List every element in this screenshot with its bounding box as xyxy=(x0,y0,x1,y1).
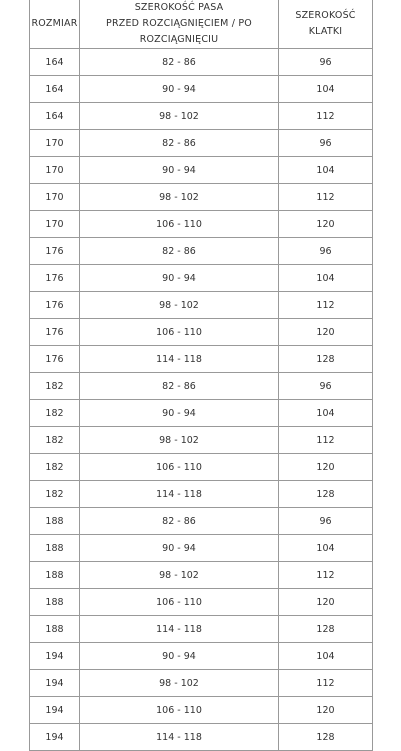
cell-size: 176 xyxy=(30,265,80,292)
cell-size: 164 xyxy=(30,103,80,130)
cell-size: 182 xyxy=(30,373,80,400)
cell-size: 170 xyxy=(30,130,80,157)
cell-chest: 96 xyxy=(279,238,373,265)
header-size: ROZMIAR xyxy=(30,0,80,49)
cell-waist: 106 - 110 xyxy=(80,589,279,616)
cell-chest: 96 xyxy=(279,130,373,157)
cell-size: 194 xyxy=(30,724,80,751)
cell-chest: 120 xyxy=(279,211,373,238)
table-row xyxy=(30,211,373,238)
header-chest: SZEROKOŚĆ KLATKI xyxy=(279,0,373,49)
table-row xyxy=(30,724,373,751)
table-row xyxy=(30,265,373,292)
cell-chest: 128 xyxy=(279,724,373,751)
cell-chest: 128 xyxy=(279,346,373,373)
cell-chest: 128 xyxy=(279,481,373,508)
table-row xyxy=(30,589,373,616)
cell-waist: 98 - 102 xyxy=(80,184,279,211)
cell-chest: 112 xyxy=(279,427,373,454)
cell-waist: 98 - 102 xyxy=(80,562,279,589)
cell-waist: 98 - 102 xyxy=(80,427,279,454)
cell-chest: 104 xyxy=(279,157,373,184)
cell-size: 194 xyxy=(30,670,80,697)
cell-chest: 112 xyxy=(279,562,373,589)
cell-size: 170 xyxy=(30,157,80,184)
cell-chest: 120 xyxy=(279,697,373,724)
cell-waist: 98 - 102 xyxy=(80,292,279,319)
table-row xyxy=(30,238,373,265)
table-row xyxy=(30,697,373,724)
header-waist-line1: SZEROKOŚĆ PASA xyxy=(134,2,224,13)
table-row xyxy=(30,346,373,373)
table-row xyxy=(30,481,373,508)
cell-size: 164 xyxy=(30,49,80,76)
cell-size: 188 xyxy=(30,535,80,562)
cell-chest: 112 xyxy=(279,292,373,319)
table-row xyxy=(30,373,373,400)
cell-size: 182 xyxy=(30,481,80,508)
cell-chest: 104 xyxy=(279,76,373,103)
table-row xyxy=(30,670,373,697)
cell-waist: 98 - 102 xyxy=(80,103,279,130)
cell-waist: 114 - 118 xyxy=(80,481,279,508)
cell-waist: 90 - 94 xyxy=(80,157,279,184)
table-row xyxy=(30,49,373,76)
cell-size: 170 xyxy=(30,184,80,211)
table-row xyxy=(30,103,373,130)
table-row xyxy=(30,184,373,211)
cell-waist: 82 - 86 xyxy=(80,508,279,535)
cell-waist: 98 - 102 xyxy=(80,670,279,697)
cell-chest: 128 xyxy=(279,616,373,643)
table-row xyxy=(30,508,373,535)
cell-waist: 106 - 110 xyxy=(80,319,279,346)
cell-size: 188 xyxy=(30,508,80,535)
cell-waist: 90 - 94 xyxy=(80,76,279,103)
cell-chest: 104 xyxy=(279,643,373,670)
size-table-container xyxy=(29,0,372,751)
cell-size: 182 xyxy=(30,454,80,481)
table-row xyxy=(30,643,373,670)
cell-size: 194 xyxy=(30,643,80,670)
header-waist xyxy=(80,0,279,49)
cell-waist: 114 - 118 xyxy=(80,724,279,751)
table-row xyxy=(30,535,373,562)
header-waist-line2: PRZED ROZCIĄGNIĘCIEM / PO ROZCIĄGNIĘCIU xyxy=(106,18,252,45)
cell-chest: 96 xyxy=(279,373,373,400)
table-row xyxy=(30,76,373,103)
cell-size: 176 xyxy=(30,346,80,373)
cell-waist: 114 - 118 xyxy=(80,616,279,643)
cell-waist: 90 - 94 xyxy=(80,400,279,427)
cell-waist: 106 - 110 xyxy=(80,697,279,724)
cell-size: 164 xyxy=(30,76,80,103)
cell-chest: 104 xyxy=(279,400,373,427)
cell-size: 176 xyxy=(30,319,80,346)
table-row xyxy=(30,319,373,346)
cell-chest: 112 xyxy=(279,184,373,211)
table-row xyxy=(30,130,373,157)
cell-chest: 104 xyxy=(279,535,373,562)
cell-chest: 120 xyxy=(279,319,373,346)
cell-waist: 90 - 94 xyxy=(80,643,279,670)
cell-size: 188 xyxy=(30,589,80,616)
cell-chest: 104 xyxy=(279,265,373,292)
cell-size: 194 xyxy=(30,697,80,724)
table-row xyxy=(30,292,373,319)
table-row xyxy=(30,454,373,481)
cell-size: 188 xyxy=(30,616,80,643)
cell-waist: 114 - 118 xyxy=(80,346,279,373)
cell-waist: 82 - 86 xyxy=(80,373,279,400)
table-body xyxy=(30,49,373,751)
cell-chest: 120 xyxy=(279,589,373,616)
cell-waist: 90 - 94 xyxy=(80,535,279,562)
cell-chest: 96 xyxy=(279,49,373,76)
table-row xyxy=(30,427,373,454)
cell-size: 176 xyxy=(30,292,80,319)
cell-waist: 106 - 110 xyxy=(80,454,279,481)
cell-waist: 82 - 86 xyxy=(80,238,279,265)
cell-size: 170 xyxy=(30,211,80,238)
cell-waist: 82 - 86 xyxy=(80,130,279,157)
cell-waist: 90 - 94 xyxy=(80,265,279,292)
cell-size: 182 xyxy=(30,400,80,427)
table-row xyxy=(30,562,373,589)
table-row xyxy=(30,157,373,184)
size-table xyxy=(29,0,373,751)
table-row xyxy=(30,616,373,643)
cell-chest: 112 xyxy=(279,103,373,130)
cell-waist: 106 - 110 xyxy=(80,211,279,238)
cell-chest: 96 xyxy=(279,508,373,535)
cell-size: 176 xyxy=(30,238,80,265)
table-header-row xyxy=(30,0,373,49)
cell-size: 182 xyxy=(30,427,80,454)
cell-size: 188 xyxy=(30,562,80,589)
table-row xyxy=(30,400,373,427)
cell-chest: 120 xyxy=(279,454,373,481)
cell-chest: 112 xyxy=(279,670,373,697)
cell-waist: 82 - 86 xyxy=(80,49,279,76)
